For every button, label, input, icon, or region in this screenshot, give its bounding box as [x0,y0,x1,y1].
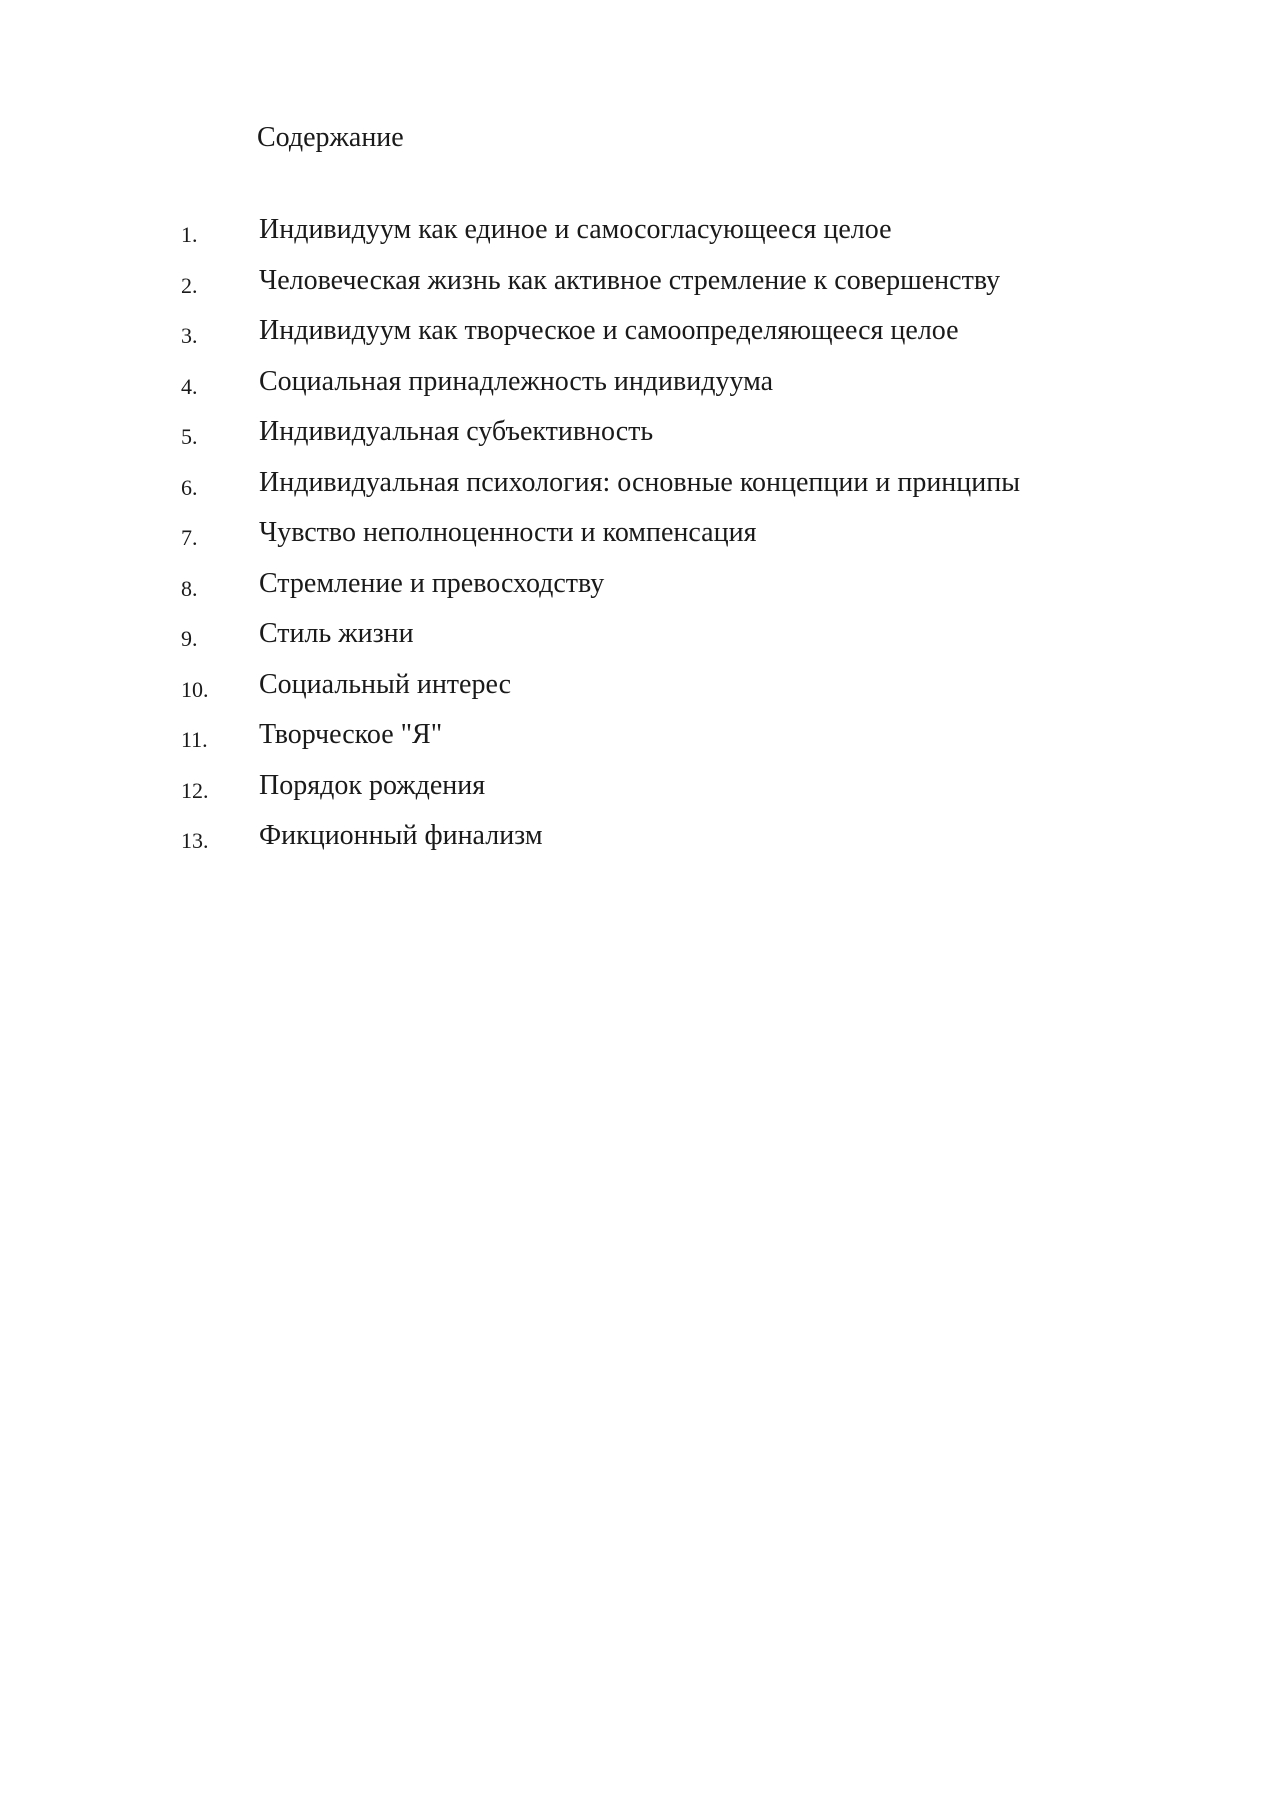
toc-item-text: Социальная принадлежность индивидуума [259,365,774,397]
toc-item-number: 5. [181,424,198,449]
toc-item-text: Человеческая жизнь как активное стремление к совершенству [259,264,1001,296]
toc-item-text: Стиль жизни [259,618,414,649]
toc-item [0,768,1280,819]
toc-item [0,818,1280,869]
toc-list [0,212,1280,869]
toc-item-text: Порядок рождения [259,769,486,801]
toc-item-number: 6. [181,474,198,500]
toc-item-number: 9. [181,626,198,651]
toc-item-number: 8. [181,575,198,601]
toc-item [0,465,1280,516]
toc-item-text: Индивидуальная психология: основные концепции и принципы [259,466,1021,498]
toc-item [0,667,1280,718]
toc-item [0,717,1280,768]
toc-item-number: 11. [181,727,208,752]
toc-item-number: 1. [181,222,198,247]
toc-item-text: Стремление и превосходству [259,567,605,599]
toc-item-number: 10. [181,676,209,702]
toc-item-number: 12. [181,777,209,803]
toc-title: Содержание [257,122,404,153]
toc-item-number: 13. [181,828,209,853]
toc-item-number: 2. [181,272,198,298]
toc-item-text: Социальный интерес [259,668,512,700]
toc-item-number: 3. [181,323,198,348]
toc-item-text: Индивидуальная субъективность [259,416,654,447]
toc-item-text: Чувство неполноценности и компенсация [259,517,757,548]
toc-item-number: 4. [181,373,198,399]
toc-item-text: Фикционный финализм [259,820,543,851]
toc-item-number: 7. [181,525,198,550]
toc-item [0,263,1280,314]
toc-item-text: Индивидуум как единое и самосогласующееся целое [259,214,892,245]
toc-item [0,616,1280,667]
toc-item [0,414,1280,465]
toc-item [0,566,1280,617]
toc-item-text: Индивидуум как творческое и самоопределяющееся целое [259,315,959,346]
toc-item-text: Творческое "Я" [259,719,443,750]
toc-item [0,313,1280,364]
toc-item [0,515,1280,566]
toc-item [0,212,1280,263]
toc-item [0,364,1280,415]
